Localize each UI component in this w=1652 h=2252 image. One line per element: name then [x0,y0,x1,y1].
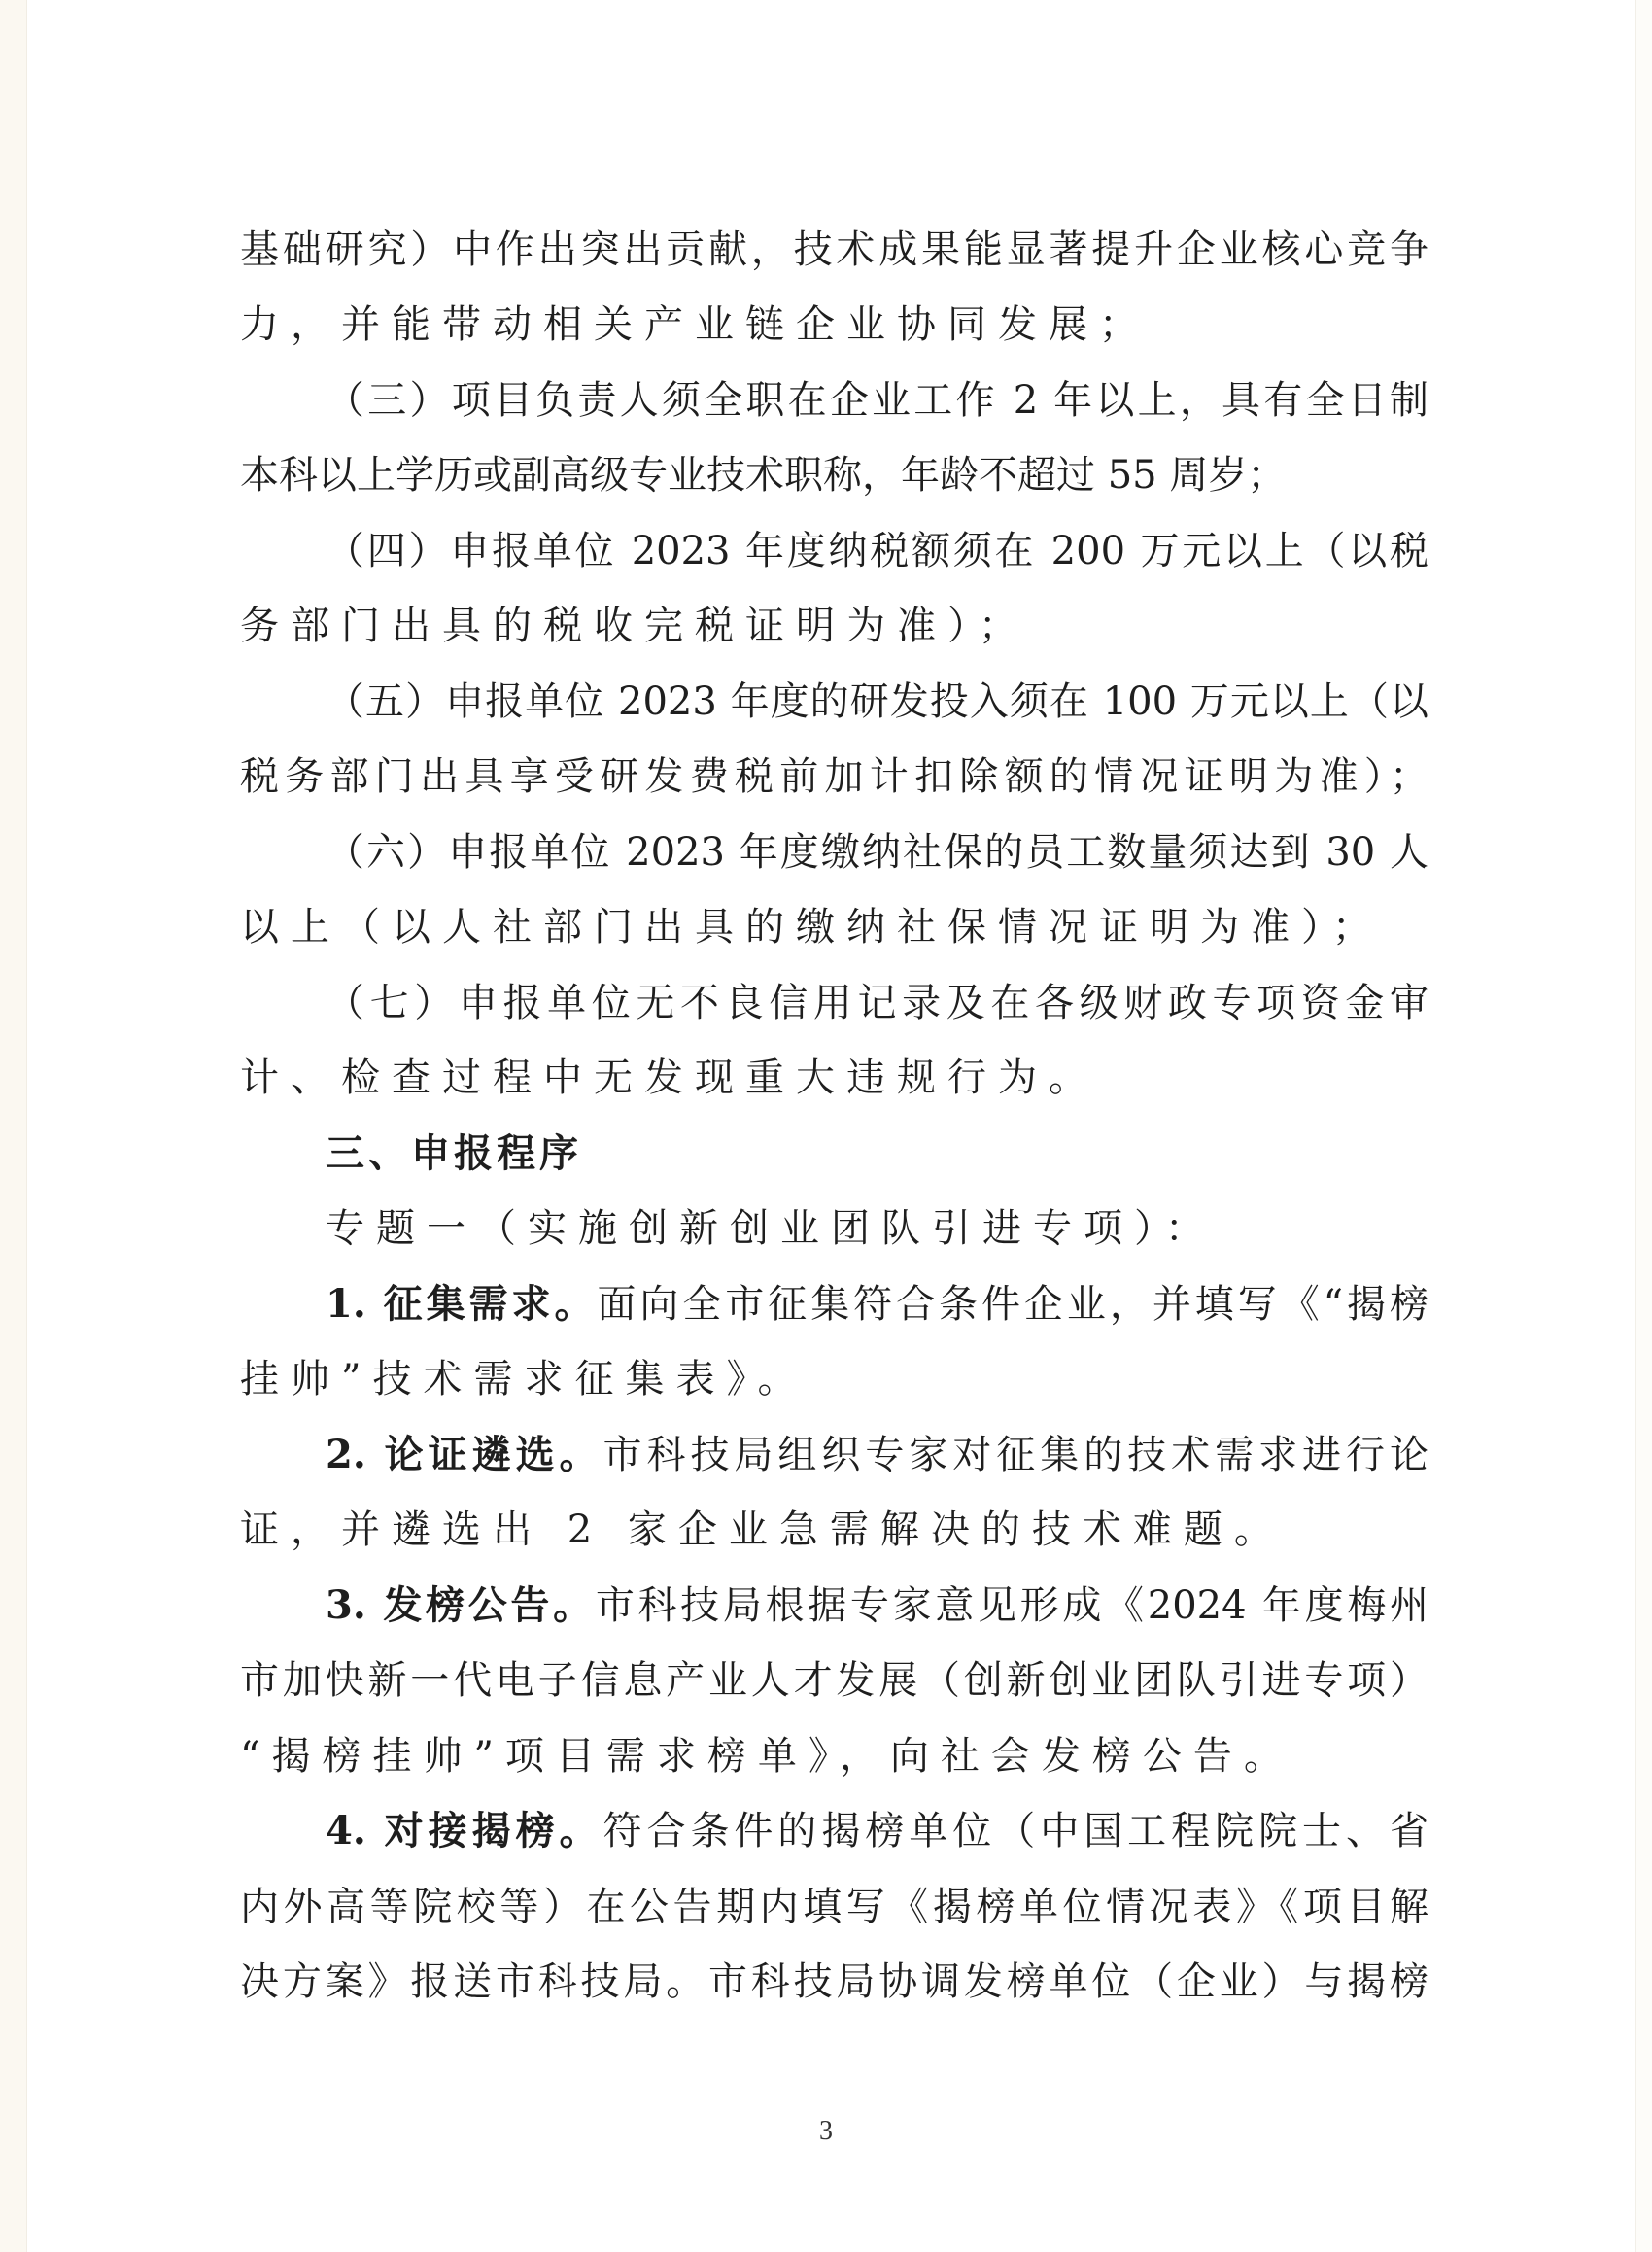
paragraph-line: 基础研究）中作出突出贡献，技术成果能显著提升企业核心竞争 [240,227,1428,272]
condition-4-line: （四）申报单位 2023 年度纳税额须在 200 万元以上（以税 [326,529,1428,573]
step-4-line: 内外高等院校等）在公告期内填写《揭榜单位情况表》《项目解 [240,1885,1428,1929]
step-4-line: 决方案》报送市科技局。市科技局协调发榜单位（企业）与揭榜 [240,1959,1428,2004]
condition-5-line: 税务部门出具享受研发费税前加计扣除额的情况证明为准）； [240,754,1428,799]
step-2-text: 市科技局组织专家对征集的技术需求进行论 [602,1433,1428,1477]
step-3-text: 市科技局根据专家意见形成《2024 年度梅州 [595,1583,1428,1628]
step-2-label: 2. 论证遴选。 [326,1432,603,1477]
condition-3-line: （三）项目负责人须全职在企业工作 2 年以上，具有全日制 [326,378,1428,423]
condition-5-line: （五）申报单位 2023 年度的研发投入须在 100 万元以上（以 [326,679,1428,724]
step-4-label: 4. 对接揭榜。 [326,1808,603,1854]
step-4-line [326,1802,1428,1860]
step-2-line: 证，并遴选出 2 家企业急需解决的技术难题。 [240,1507,1285,1552]
condition-7-line: 计、检查过程中无发现重大违规行为。 [240,1056,1099,1100]
step-3-line [326,1576,1428,1635]
page-number: 3 [819,2116,833,2146]
step-1-text: 面向全市征集符合条件企业，并填写《“揭榜 [597,1282,1429,1327]
step-1-line: 挂帅”技术需求征集表》。 [240,1357,809,1402]
condition-6-line: （六）申报单位 2023 年度缴纳社保的员工数量须达到 30 人 [326,830,1428,875]
step-3-label: 3. 发榜公告。 [326,1582,596,1628]
condition-3-line: 本科以上学历或副高级专业技术职称，年龄不超过 55 周岁； [240,453,1287,498]
step-2-line [326,1426,1428,1484]
step-4-text: 符合条件的揭榜单位（中国工程院院士、省 [602,1809,1428,1854]
condition-6-line: 以上（以人社部门出具的缴纳社保情况证明为准）； [240,905,1383,950]
step-1-label: 1. 征集需求。 [326,1281,598,1327]
step-3-line: 市加快新一代电子信息产业人才发展（创新创业团队引进专项） [240,1658,1428,1703]
paragraph-line: 力，并能带动相关产业链企业协同发展； [240,302,1150,347]
condition-7-line: （七）申报单位无不良信用记录及在各级财政专项资金审 [326,981,1428,1025]
section-heading: 三、申报程序 [326,1131,582,1176]
topic-title: 专题一（实施创新创业团队引进专项）： [326,1206,1216,1251]
condition-4-line: 务部门出具的税收完税证明为准）； [240,604,1029,648]
step-1-line [326,1275,1428,1334]
step-3-line: “揭榜挂帅”项目需求榜单》，向社会发榜公告。 [240,1734,1294,1779]
